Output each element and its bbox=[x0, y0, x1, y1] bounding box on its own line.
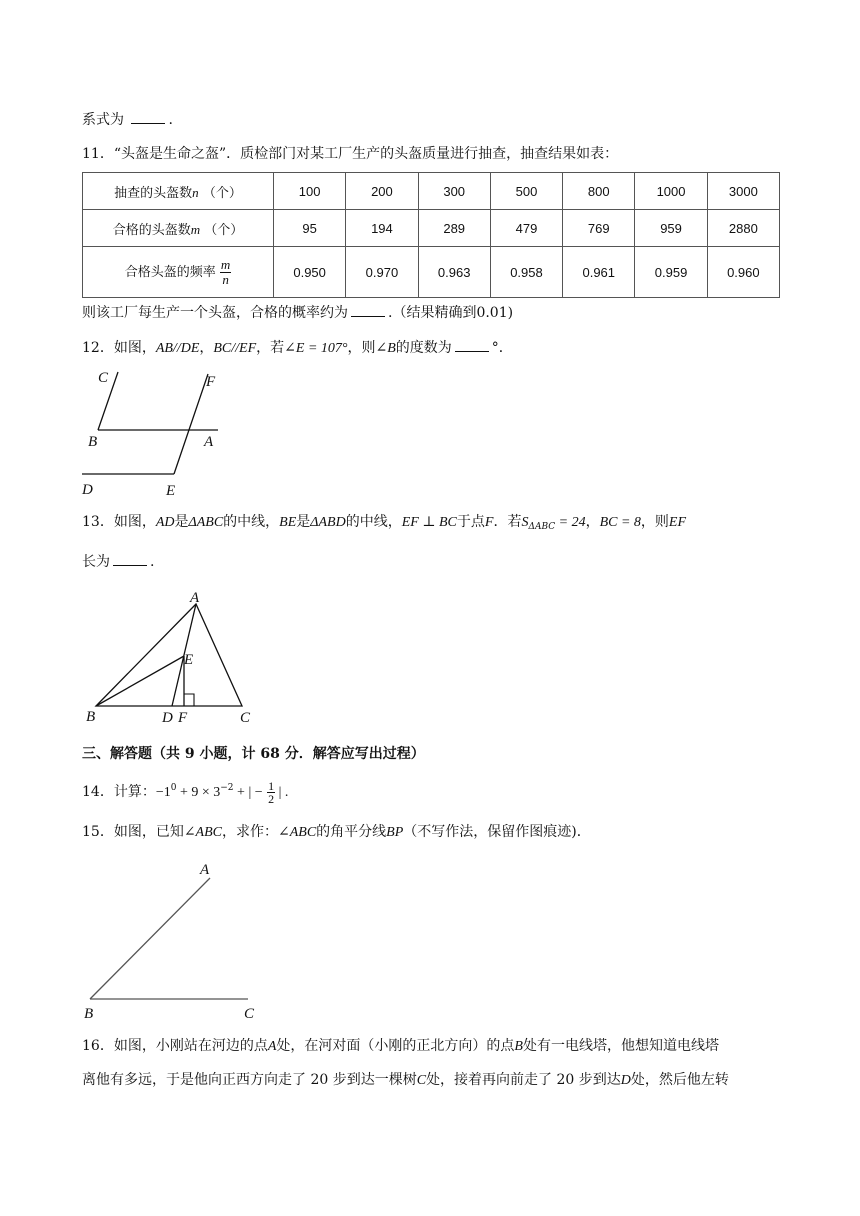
table-cell: 0.963 bbox=[418, 247, 490, 298]
table-cell: 0.970 bbox=[346, 247, 418, 298]
q11-answer bbox=[82, 303, 513, 323]
q13-text: 如图， bbox=[113, 514, 156, 530]
ray-ba bbox=[90, 878, 210, 999]
q12-text: ， bbox=[199, 340, 214, 356]
q13-text: ， bbox=[585, 514, 600, 530]
q13-math: = 24 bbox=[555, 515, 586, 530]
q13-math: BE bbox=[279, 515, 297, 530]
question-number: 15． bbox=[82, 824, 114, 840]
q16-math: B bbox=[514, 1039, 523, 1054]
q14-sup: 0 bbox=[170, 783, 177, 793]
q14-stem bbox=[82, 778, 288, 805]
q12-text: 如图， bbox=[113, 340, 156, 356]
q13-math: F bbox=[484, 515, 494, 530]
label-a: A bbox=[204, 434, 214, 450]
q16-line2 bbox=[82, 1070, 729, 1091]
q14-sup: −2 bbox=[220, 783, 234, 793]
label-a: A bbox=[190, 590, 200, 606]
triangle-median-figure bbox=[82, 588, 262, 728]
q15-text: ，求作： bbox=[222, 824, 278, 840]
q15-math: BP bbox=[386, 825, 404, 840]
q16-text: 处，接着再向前走了 20 步到达 bbox=[426, 1072, 621, 1088]
angle-abc-figure bbox=[80, 858, 270, 1028]
q13-text: 是 bbox=[296, 514, 311, 530]
fraction bbox=[220, 258, 231, 287]
q12-text: ，若 bbox=[256, 340, 285, 356]
q13-subscript: ΔABC bbox=[528, 522, 556, 532]
label-f: F bbox=[178, 710, 188, 726]
segment-fe bbox=[174, 374, 208, 474]
answer-blank bbox=[113, 553, 147, 566]
row-header-frequency bbox=[83, 247, 274, 298]
q13-math: ΔABD bbox=[310, 515, 346, 530]
row-header-m bbox=[83, 210, 274, 247]
q14-expr: | . bbox=[275, 785, 289, 800]
q14-expr: + 9 × 3 bbox=[176, 785, 221, 800]
q13-text: ，则 bbox=[640, 514, 669, 530]
table-row bbox=[83, 210, 780, 247]
question-number: 16． bbox=[82, 1038, 114, 1054]
q12-math: BC//EF bbox=[213, 341, 257, 356]
q13-text: 于点 bbox=[456, 514, 485, 530]
table-cell: 1000 bbox=[635, 173, 707, 210]
q12-text: 的度数为 bbox=[395, 340, 452, 356]
q13-math: S bbox=[521, 515, 529, 530]
q10-end: . bbox=[168, 112, 173, 128]
q13-text: 的中线， bbox=[223, 514, 280, 530]
q16-math: D bbox=[620, 1073, 631, 1088]
table-row bbox=[83, 247, 780, 298]
q13-math: ΔABC bbox=[188, 515, 224, 530]
q14-expr: −1 bbox=[155, 785, 171, 800]
q15-stem bbox=[82, 822, 591, 843]
inspection-table bbox=[82, 172, 780, 298]
fraction-denominator: 2 bbox=[268, 791, 275, 806]
parallel-lines-figure bbox=[78, 362, 248, 502]
row3-label: 合格头盔的频率 bbox=[124, 264, 216, 280]
q14-expr: + | − bbox=[233, 785, 263, 800]
fraction-numerator: m bbox=[220, 256, 231, 272]
q13-math: EF ⊥ BC bbox=[401, 515, 457, 530]
q16-text: 处，在河对面（小刚的正北方向）的点 bbox=[276, 1038, 515, 1054]
q12-end: °． bbox=[491, 340, 513, 356]
q13-end: . bbox=[150, 554, 155, 570]
label-c: C bbox=[244, 1006, 255, 1022]
q16-text: 离他有多远，于是他向正西方向走了 20 步到达一棵树 bbox=[82, 1072, 417, 1088]
table-cell: 959 bbox=[635, 210, 707, 247]
q13-text: 的中线， bbox=[345, 514, 402, 530]
label-b: B bbox=[84, 1006, 94, 1022]
answer-blank bbox=[455, 339, 489, 352]
q15-math: ∠ABC bbox=[278, 825, 317, 840]
question-number: 11． bbox=[82, 146, 114, 162]
table-cell: 769 bbox=[563, 210, 635, 247]
q12-math: ∠B bbox=[375, 341, 396, 356]
table-cell: 500 bbox=[490, 173, 562, 210]
q12-stem bbox=[82, 338, 513, 359]
q13-math: BC = 8 bbox=[599, 515, 641, 530]
question-number: 13． bbox=[82, 514, 114, 530]
label-f: F bbox=[206, 374, 216, 390]
label-c: C bbox=[240, 710, 251, 726]
table-cell: 300 bbox=[418, 173, 490, 210]
q13-math: EF bbox=[668, 515, 687, 530]
table-cell: 95 bbox=[274, 210, 346, 247]
fraction-denominator: n bbox=[222, 271, 229, 287]
label-e: E bbox=[166, 483, 176, 499]
q13-text: ．若 bbox=[493, 514, 522, 530]
label-b: B bbox=[86, 709, 96, 725]
row2-var: m bbox=[190, 221, 201, 237]
label-d: D bbox=[82, 482, 93, 498]
table-cell: 800 bbox=[563, 173, 635, 210]
label-a: A bbox=[200, 862, 210, 878]
triangle-abc bbox=[96, 604, 242, 706]
segment-be bbox=[96, 656, 184, 706]
q16-text: 处，然后他左转 bbox=[630, 1072, 729, 1088]
q16-text: 处有一电线塔，他想知道电线塔 bbox=[522, 1038, 719, 1054]
q12-math: ∠E = 107° bbox=[284, 341, 348, 356]
table-cell: 479 bbox=[490, 210, 562, 247]
table-cell: 2880 bbox=[707, 210, 779, 247]
q13-line2-text: 长为 bbox=[82, 554, 110, 570]
right-angle-mark bbox=[184, 694, 194, 706]
label-c: C bbox=[98, 370, 109, 386]
row2-unit: （个） bbox=[204, 222, 244, 238]
table-cell: 3000 bbox=[707, 173, 779, 210]
q13-math: AD bbox=[155, 515, 175, 530]
label-e: E bbox=[184, 652, 194, 668]
table-cell: 194 bbox=[346, 210, 418, 247]
question-number: 14． bbox=[82, 784, 114, 800]
table-cell: 0.958 bbox=[490, 247, 562, 298]
q16-math: A bbox=[267, 1039, 277, 1054]
q16-text: 如图，小刚站在河边的点 bbox=[113, 1038, 268, 1054]
q11-text: “头盔是生命之盔”．质检部门对某工厂生产的头盔质量进行抽查，抽查结果如表： bbox=[113, 146, 619, 162]
fraction-numerator: 1 bbox=[268, 778, 275, 793]
table-cell: 0.959 bbox=[635, 247, 707, 298]
q16-math: C bbox=[416, 1073, 427, 1088]
q12-math: AB//DE bbox=[155, 341, 200, 356]
q12-text: ，则 bbox=[347, 340, 376, 356]
fraction bbox=[267, 780, 275, 805]
q15-text: 的角平分线 bbox=[316, 824, 387, 840]
label-d: D bbox=[162, 710, 173, 726]
q13-stem bbox=[82, 512, 686, 537]
answer-blank bbox=[351, 304, 385, 317]
table-cell: 100 bbox=[274, 173, 346, 210]
q11-answer-prefix: 则该工厂每生产一个头盔，合格的概率约为 bbox=[82, 305, 348, 321]
question-number: 12． bbox=[82, 340, 114, 356]
q15-text: （不写作法，保留作图痕迹)． bbox=[403, 824, 591, 840]
q14-text: 计算： bbox=[113, 784, 156, 800]
q13-text: 是 bbox=[174, 514, 189, 530]
table-cell: 0.961 bbox=[563, 247, 635, 298]
row1-var: n bbox=[192, 184, 199, 200]
q13-line2 bbox=[82, 552, 154, 572]
label-b: B bbox=[88, 434, 98, 450]
table-cell: 0.960 bbox=[707, 247, 779, 298]
section-title: 三、解答题（共 9 小题，计 68 分．解答应写出过程） bbox=[82, 746, 425, 762]
table-cell: 289 bbox=[418, 210, 490, 247]
answer-blank bbox=[131, 111, 165, 124]
table-row bbox=[83, 173, 780, 210]
q10-text: 系式为 bbox=[82, 112, 124, 128]
q15-text: 如图，已知 bbox=[113, 824, 184, 840]
q11-answer-suffix: .（结果精确到0.01) bbox=[388, 305, 514, 321]
q10-tail bbox=[82, 110, 173, 130]
q11-stem bbox=[82, 144, 618, 164]
row2-label: 合格的头盔数 bbox=[112, 222, 191, 238]
row1-unit: （个） bbox=[202, 185, 242, 201]
table-cell: 0.950 bbox=[274, 247, 346, 298]
q15-math: ∠ABC bbox=[183, 825, 222, 840]
table-cell: 200 bbox=[346, 173, 418, 210]
q16-stem bbox=[82, 1036, 719, 1057]
row1-label: 抽查的头盔数 bbox=[114, 185, 193, 201]
row-header-n bbox=[83, 173, 274, 210]
